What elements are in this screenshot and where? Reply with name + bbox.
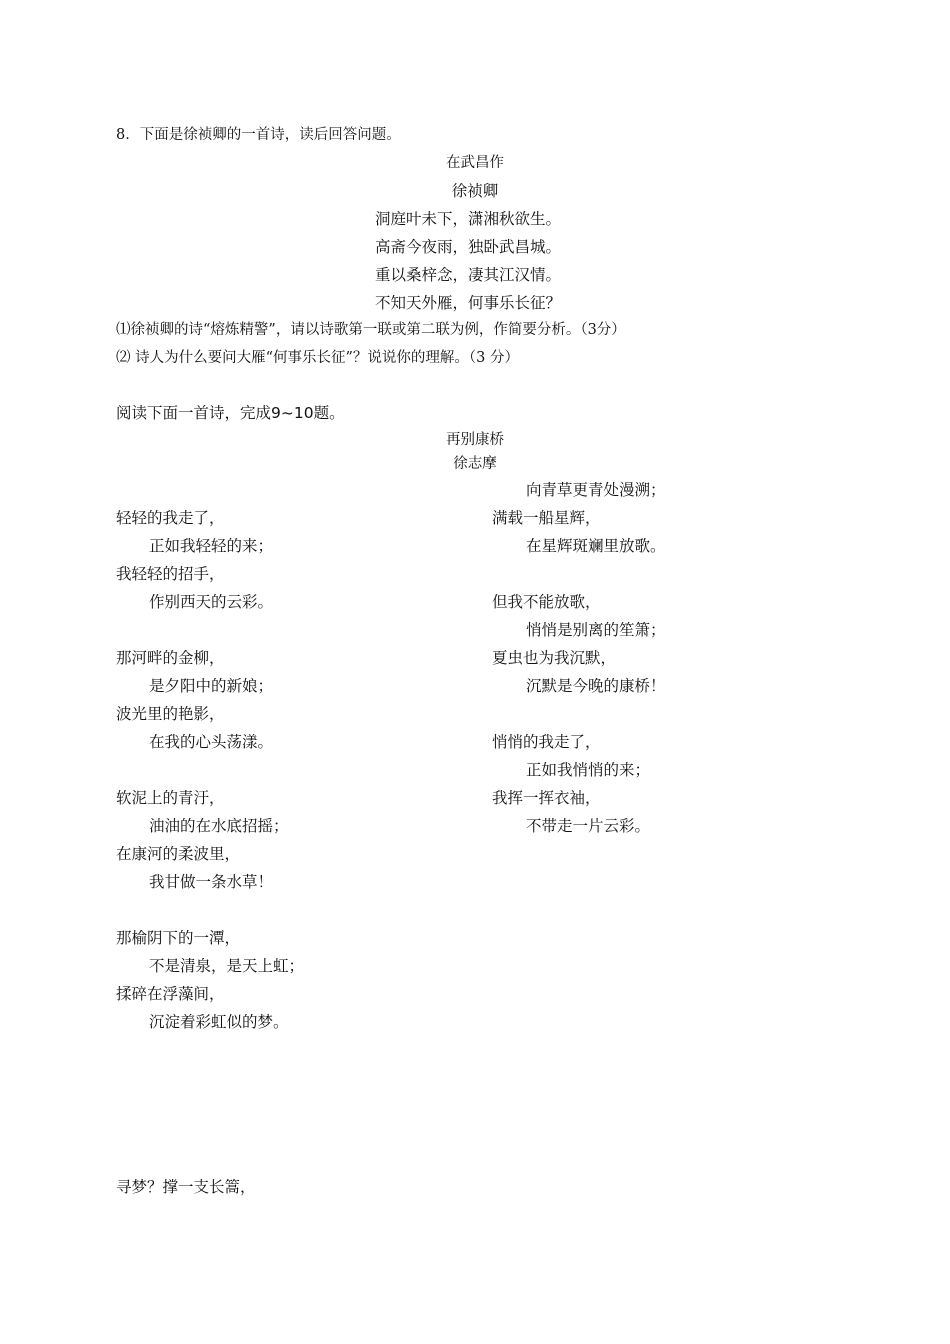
poem2-right-line: 悄悄是别离的笙箫；: [526, 621, 666, 639]
question-8-intro: 8．下面是徐祯卿的一首诗，读后回答问题。: [116, 127, 401, 143]
poem2-left-line: 揉碎在浮藻间，: [116, 985, 225, 1003]
poem2-left-line: 我甘做一条水草！: [149, 873, 274, 891]
poem2-left-line: 正如我轻轻的来；: [149, 537, 274, 555]
poem2-right-line: 我挥一挥衣袖，: [492, 789, 601, 807]
poem2-left-line: 在我的心头荡漾。: [149, 733, 274, 751]
poem2-left-line: 软泥上的青汙，: [116, 789, 225, 807]
poem2-left-line: 在康河的柔波里，: [116, 845, 241, 863]
poem2-right-line: 夏虫也为我沉默，: [492, 649, 617, 667]
poem2-right-line: 满载一船星辉，: [492, 509, 601, 527]
poem2-left-line: 那榆阴下的一潭，: [116, 929, 241, 947]
poem-title-zai-wuchang-zuo: 在武昌作: [446, 155, 504, 171]
poem2-right-line: 沉默是今晚的康桥！: [526, 677, 666, 695]
poem2-right-line: 不带走一片云彩。: [526, 817, 651, 835]
poem2-left-line: 不是清泉，是天上虹；: [149, 957, 305, 975]
poem2-bottom-line: 寻梦？撑一支长篙，: [116, 1178, 256, 1196]
sub-question-1: ⑴徐祯卿的诗“熔炼精警”，请以诗歌第一联或第二联为例，作简要分析。（3分）: [116, 322, 626, 338]
poem2-left-line: 作别西天的云彩。: [149, 593, 274, 611]
poem2-left-line: 是夕阳中的新娘；: [149, 677, 274, 695]
sub-question-2: ⑵ 诗人为什么要问大雁“何事乐长征”？说说你的理解。（3 分）: [116, 350, 520, 366]
poem2-right-line: 在星辉斑斓里放歌。: [526, 537, 666, 555]
poem1-line: 洞庭叶未下，潇湘秋欲生。: [375, 210, 562, 228]
poem1-line: 重以桑梓念，凄其江汉情。: [375, 266, 562, 284]
poem2-right-line: 向青草更青处漫溯；: [526, 481, 666, 499]
poem2-right-line: 悄悄的我走了，: [492, 733, 601, 751]
poem2-right-line: 正如我悄悄的来；: [526, 761, 651, 779]
poem2-left-line: 波光里的艳影，: [116, 705, 225, 723]
poem2-left-line: 那河畔的金柳，: [116, 649, 225, 667]
poem1-line: 高斋今夜雨，独卧武昌城。: [375, 238, 562, 256]
poem2-left-line: 沉淀着彩虹似的梦。: [149, 1013, 289, 1031]
poem-author-xu-zhenqing: 徐祯卿: [451, 182, 499, 200]
reading-instruction: 阅读下面一首诗，完成9~10题。: [116, 404, 345, 422]
poem-author-xu-zhimo: 徐志摩: [453, 456, 497, 472]
poem2-left-line: 油油的在水底招摇；: [149, 817, 289, 835]
poem2-left-line: 我轻轻的招手，: [116, 565, 225, 583]
poem1-line: 不知天外雁，何事乐长征？: [375, 294, 562, 312]
poem-title-zai-bie-kangqiao: 再别康桥: [446, 432, 504, 448]
poem2-left-line: 轻轻的我走了，: [116, 509, 225, 527]
poem2-right-line: 但我不能放歌，: [492, 593, 601, 611]
